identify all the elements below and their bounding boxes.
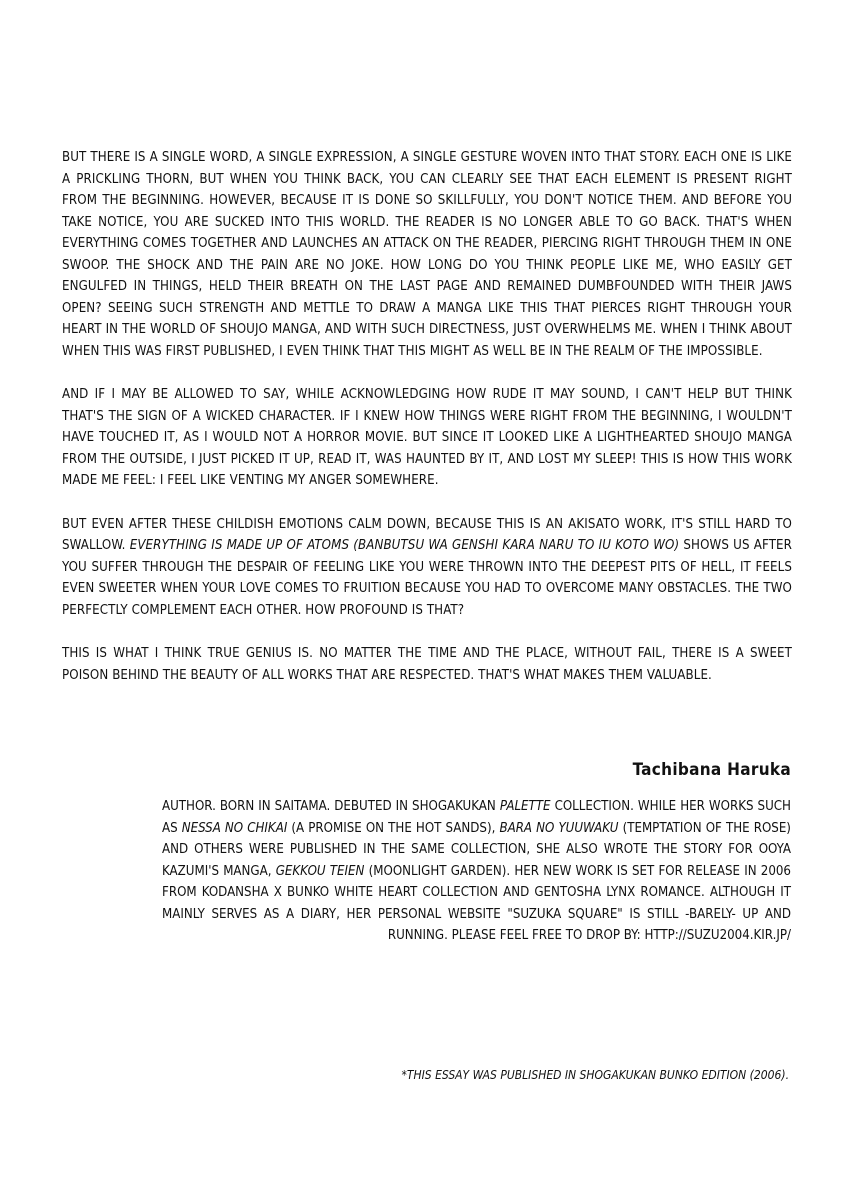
bio-text-5: (MOONLIGHT GARDEN). HER NEW WORK IS SET FOR RELEASE IN 2006 FROM KODANSHA X BUNKO WHITE HEART COLLECTION AND GENTOSHA LYNX ROMANCE. ALTHOUGH IT MAINLY SERVES AS A DIARY, HER PERSONAL WEBSITE "SUZUKA SQUARE" IS STILL -BARELY- UP AND RUNNING. PLEASE FEEL FREE TO DROP BY: HTTP://SUZU2004.KIR.JP/ xyxy=(162,863,791,943)
author-name: Tachibana Haruka xyxy=(632,760,791,780)
bio-title-nessa: NESSA NO CHIKAI xyxy=(181,820,288,836)
footnote: *THIS ESSAY WAS PUBLISHED IN SHOGAKUKAN BUNKO EDITION (2006). xyxy=(401,1068,789,1082)
essay-paragraph-3-intro: BUT EVEN AFTER THESE CHILDISH EMOTIONS CALM DOWN, BECAUSE THIS IS AN AKISATO WORK, IT'S STILL HARD TO SWALLOW. xyxy=(62,516,792,553)
essay-paragraph-4: THIS IS WHAT I THINK TRUE GENIUS IS. NO MATTER THE TIME AND THE PLACE, WITHOUT FAIL, THERE IS A SWEET POISON BEHIND THE BEAUTY OF ALL WORKS THAT ARE RESPECTED. THAT'S WHAT MAKES THEM VALUABLE. xyxy=(62,646,792,683)
author-bio xyxy=(162,796,791,947)
essay-paragraph-3-rest: SHOWS US AFTER YOU SUFFER THROUGH THE DESPAIR OF FEELING LIKE YOU WERE THROWN INTO THE DEEPEST PITS OF HELL, IT FEELS EVEN SWEETER WHEN YOUR LOVE COMES TO FRUITION BECAUSE YOU HAD TO OVERCOME MANY OBSTACLES. THE TWO PERFECTLY COMPLEMENT EACH OTHER. HOW PROFOUND IS THAT? xyxy=(62,538,792,618)
bio-text-2: COLLECTION. WHILE HER WORKS SUCH AS xyxy=(162,799,791,836)
bio-text-3: (A PROMISE ON THE HOT SANDS), xyxy=(291,820,496,836)
essay-paragraph-3 xyxy=(62,514,792,622)
bio-text-1: AUTHOR. BORN IN SAITAMA. DEBUTED IN SHOGAKUKAN xyxy=(162,799,496,814)
bio-title-palette: PALETTE xyxy=(499,799,551,814)
bio-title-gekkou: GEKKOU TEIEN xyxy=(275,863,365,879)
bio-text-4: (TEMPTATION OF THE ROSE) AND OTHERS WERE PUBLISHED IN THE SAME COLLECTION, SHE ALSO WROTE THE STORY FOR OOYA KAZUMI'S MANGA, xyxy=(162,820,791,879)
work-title: EVERYTHING IS MADE UP OF ATOMS (BANBUTSU WA GENSHI KARA NARU TO IU KOTO WO) xyxy=(129,538,680,553)
essay-paragraph-1: BUT THERE IS A SINGLE WORD, A SINGLE EXPRESSION, A SINGLE GESTURE WOVEN INTO THAT STORY. EACH ONE IS LIKE A PRICKLING THORN, BUT WHEN YOU THINK BACK, YOU CAN CLEARLY SEE THAT EACH ELEMENT IS PRESENT RIGHT FROM THE BEGINNING. HOWEVER, BECAUSE IT IS DONE SO SKILLFULLY, YOU DON'T NOTICE THEM. AND BEFORE YOU TAKE NOTICE, YOU ARE SUCKED INTO THIS WORLD. THE READER IS NO LONGER ABLE TO GO BACK. THAT'S WHEN EVERYTHING COMES TOGETHER AND LAUNCHES AN ATTACK ON THE READER, PIERCING RIGHT THROUGH THEM IN ONE SWOOP. THE SHOCK AND THE PAIN ARE NO JOKE. HOW LONG DO YOU THINK PEOPLE LIKE ME, WHO EASILY GET ENGULFED IN THINGS, HELD THEIR BREATH ON THE LAST PAGE AND REMAINED DUMBFOUNDED WITH THEIR JAWS OPEN? SEEING SUCH STRENGTH AND METTLE TO DRAW A MANGA LIKE THIS THAT PIERCES RIGHT THROUGH YOUR HEART IN THE WORLD OF SHOUJO MANGA, AND WITH SUCH DIRECTNESS, JUST OVERWHELMS ME. WHEN I THINK ABOUT WHEN THIS WAS FIRST PUBLISHED, I EVEN THINK THAT THIS MIGHT AS WELL BE IN THE REALM OF THE IMPOSSIBLE. xyxy=(62,150,792,359)
bio-title-bara: BARA NO YUUWAKU xyxy=(499,820,619,836)
essay-paragraph-2: AND IF I MAY BE ALLOWED TO SAY, WHILE ACKNOWLEDGING HOW RUDE IT MAY SOUND, I CAN'T HELP BUT THINK THAT'S THE SIGN OF A WICKED CHARACTER. IF I KNEW HOW THINGS WERE RIGHT FROM THE BEGINNING, I WOULDN'T HAVE TOUCHED IT, AS I WOULD NOT A HORROR MOVIE. BUT SINCE IT LOOKED LIKE A LIGHTHEARTED SHOUJO MANGA FROM THE OUTSIDE, I JUST PICKED IT UP, READ IT, WAS HAUNTED BY IT, AND LOST MY SLEEP! THIS IS HOW THIS WORK MADE ME FEEL: I FEEL LIKE VENTING MY ANGER SOMEWHERE. xyxy=(62,387,792,488)
essay-body xyxy=(62,147,792,708)
